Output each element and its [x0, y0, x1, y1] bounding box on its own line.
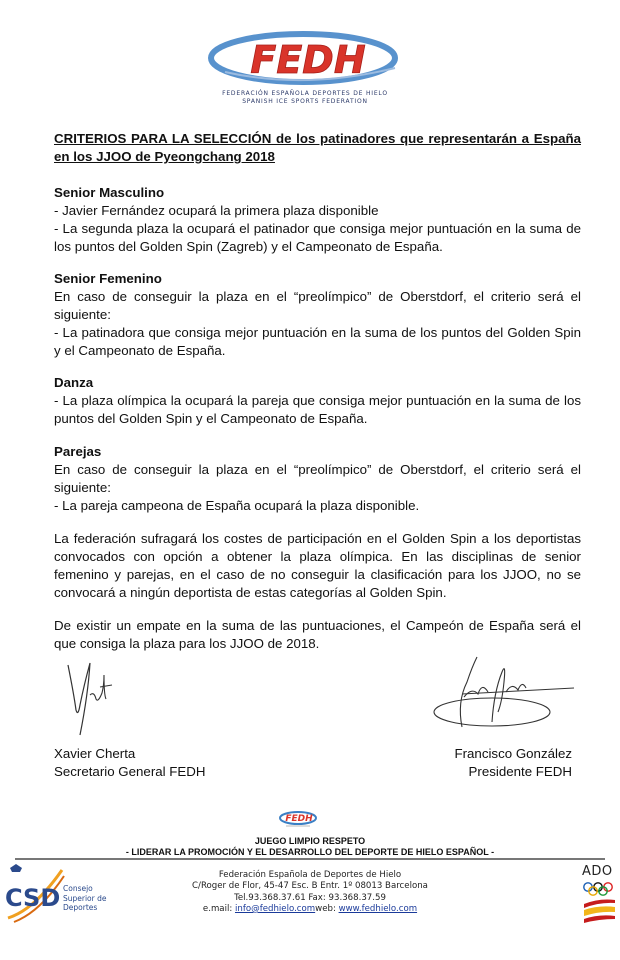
flag-stripe-yellow [584, 906, 615, 916]
footer-divider [15, 858, 605, 860]
csd-name-line: Consejo [63, 884, 93, 893]
section-danza [54, 374, 581, 428]
ado-label: ADO [582, 864, 613, 879]
signatory-name: Xavier Cherta [54, 746, 136, 761]
csd-logo [4, 860, 66, 928]
address-line: C/Roger de Flor, 45-47 Esc. B Entr. 1º 08013 Barcelona [192, 881, 428, 892]
web-link[interactable]: www.fedhielo.com [338, 903, 418, 914]
signatory-right [420, 745, 572, 781]
flag-stripe-red [584, 915, 615, 923]
address-line: Tel.93.368.37.61 Fax: 93.368.37.59 [234, 892, 386, 903]
signatory-left [54, 745, 206, 781]
document-title: CRITERIOS PARA LA SELECCIÓN de los patinadores que representarán a España en los JJOO de Pyeongchang 2018 [54, 131, 581, 164]
csd-name [63, 884, 107, 913]
csd-name-line: Superior de [63, 893, 107, 903]
email-label: e.mail: [202, 903, 235, 914]
fedh-logo-letters: FEDH [250, 38, 366, 82]
section-line: - La segunda plaza la ocupará el patinador que consiga mejor puntuación en la suma de los puntos del Golden Spin (Zagreb) y el Campeonato de España. [54, 221, 581, 254]
email-link[interactable]: info@fedhielo.com [234, 903, 316, 914]
federation-address [175, 870, 445, 915]
section-line: - La patinadora que consiga mejor puntuación en la suma de los puntos del Golden Spin y el Campeonato de España. [54, 325, 581, 358]
fedh-small-logo [278, 810, 318, 828]
section-line: - La plaza olímpica la ocupará la pareja que consiga mejor puntuación en la suma de los puntos del Golden Spin y el Campeonato de España. [54, 393, 581, 426]
crown-icon [10, 864, 22, 872]
signature-francisco-gonzalez [432, 652, 582, 737]
csd-abbr: CSD [5, 884, 61, 912]
section-heading: Senior Masculino [54, 185, 165, 200]
signatory-name: Francisco González [454, 746, 572, 761]
olympic-rings-icon [584, 883, 612, 895]
web-label: web: [315, 903, 339, 914]
ado-logo [581, 882, 617, 928]
section-line: En caso de conseguir la plaza en el “preolímpico” de Oberstdorf, el criterio será el siguiente: [54, 289, 581, 322]
motto-line-1: JUEGO LIMPIO RESPETO [254, 836, 366, 846]
fedh-logo-graphic [205, 28, 405, 90]
address-line: Federación Española de Deportes de Hielo [218, 870, 402, 880]
section-line: - Javier Fernández ocupará la primera plaza disponible [54, 203, 379, 218]
csd-name-line: Deportes [63, 903, 98, 912]
paragraph-tie: De existir un empate en la suma de las puntuaciones, el Campeón de España será el que consiga la plaza para los JJOO de 2018. [54, 618, 581, 651]
small-logo-letters: FEDH [285, 814, 313, 824]
signature-xavier-cherta [60, 655, 130, 740]
section-heading: Danza [54, 375, 94, 390]
section-senior-masculino [54, 184, 581, 256]
motto-line-2: - LIDERAR LA PROMOCIÓN Y EL DESARROLLO DEL DEPORTE DE HIELO ESPAÑOL - [125, 847, 495, 857]
section-line: - La pareja campeona de España ocupará la plaza disponible. [54, 498, 420, 513]
logo-subtitle-es: FEDERACIÓN ESPAÑOLA DEPORTES DE HIELO [222, 90, 388, 97]
section-heading: Parejas [54, 444, 102, 459]
signatory-role: Presidente FEDH [468, 764, 572, 779]
logo-subtitle-en: SPANISH ICE SPORTS FEDERATION [242, 98, 368, 105]
section-parejas [54, 443, 581, 515]
paragraph-costs: La federación sufragará los costes de participación en el Golden Spin a los deportistas convocados con opción a obtener la plaza olímpica. En las disciplinas de senior femenino y parejas, en el caso de no conseguir la clasificación para los JJOO, no se convocará a ningún deportista de estas categorías al Golden Spin. [54, 531, 581, 600]
section-line: En caso de conseguir la plaza en el “preolímpico” de Oberstdorf, el criterio será el siguiente: [54, 462, 581, 495]
section-heading: Senior Femenino [54, 271, 162, 286]
contact-line [175, 904, 445, 915]
signatory-role: Secretario General FEDH [54, 764, 206, 779]
fedh-logo [205, 28, 405, 108]
section-senior-femenino [54, 270, 581, 360]
